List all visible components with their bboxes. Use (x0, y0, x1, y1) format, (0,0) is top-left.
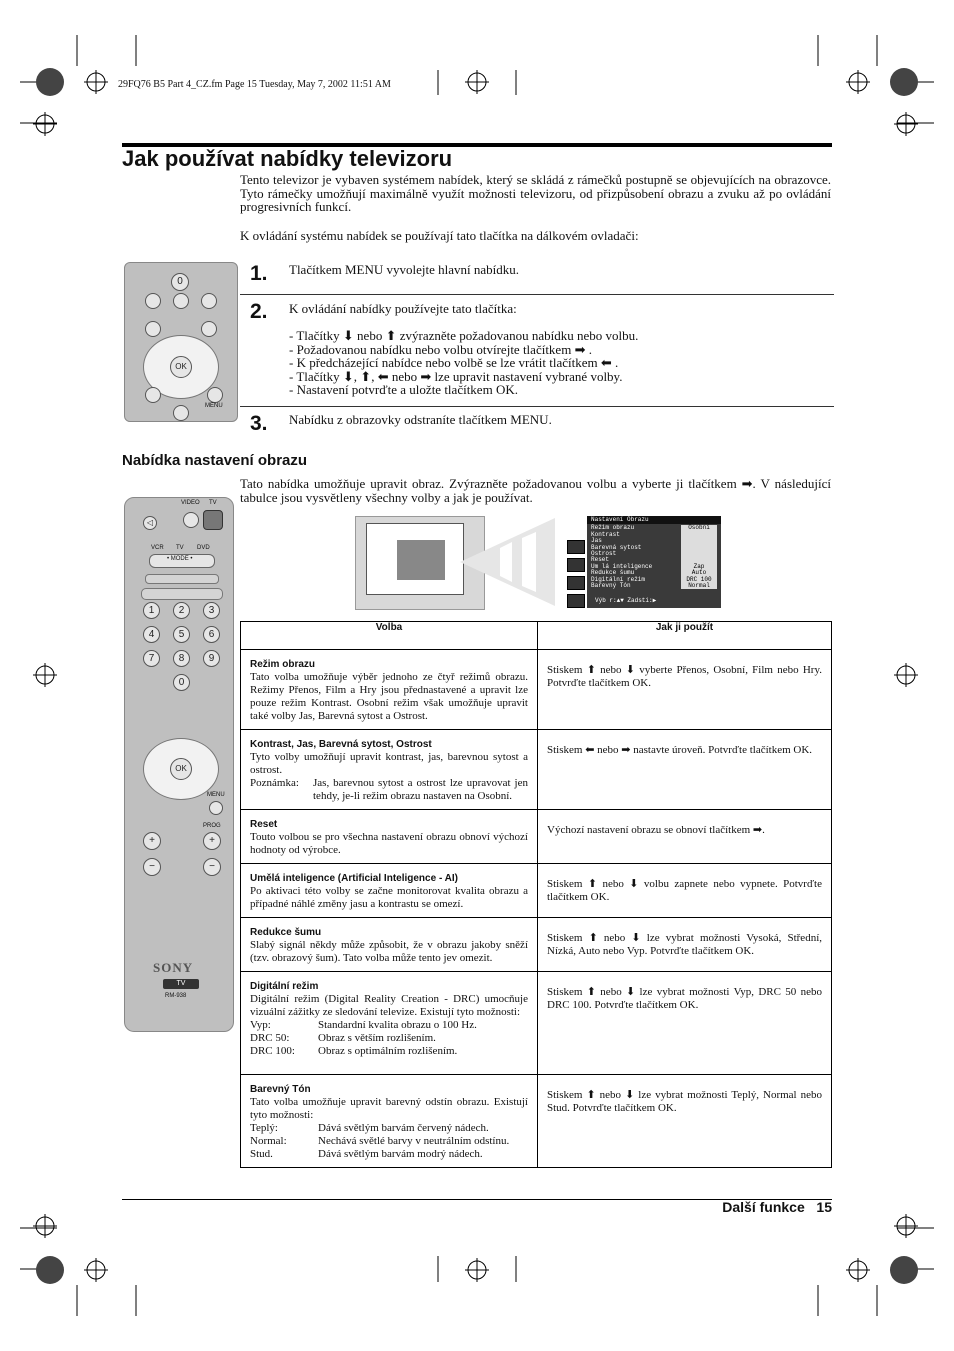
choice-value: Obraz s větším rozlišením. (318, 1032, 436, 1044)
option-title: Barevný Tón (250, 1084, 311, 1095)
option-title: Umělá inteligence (Artificial Inteligence - AI) (250, 873, 459, 884)
usage-text: Stiskem ⬆ nebo ⬇ lze vybrat možnosti Vysoká, Střední, Nízká, Auto nebo Vyp. Potvrďte tlačítkem OK. (547, 932, 822, 957)
round-button (145, 321, 161, 337)
tv-badge: TV (163, 979, 199, 989)
sony-logo: SONY (153, 960, 194, 975)
usage-text: Stiskem ⬆ nebo ⬇ volbu zapnete nebo vypnete. Potvrďte tlačítkem OK. (547, 878, 822, 903)
step-divider (240, 406, 834, 407)
tv-menu-footer: Výb r:▲▼ Zadsti:▶ (595, 596, 657, 604)
option-choice (250, 1148, 528, 1161)
option-title: Režim obrazu (250, 659, 316, 670)
option-cell (241, 972, 538, 1075)
volume-down-button: − (143, 858, 161, 876)
choice-value: Obraz s optimálním rozlišením. (318, 1045, 458, 1057)
menu-icons-column (565, 540, 587, 606)
option-cell-content (241, 1075, 537, 1167)
option-cell (241, 730, 538, 810)
option-cell (241, 918, 538, 972)
tv-menu-row-label: Jas (591, 537, 602, 545)
usage-cell (538, 972, 832, 1075)
options-table (240, 621, 832, 1168)
round-button (173, 293, 189, 309)
column-header-option: Volba (241, 622, 538, 650)
digit-button: 8 (173, 650, 190, 667)
table-row (241, 730, 832, 810)
video-power-button (183, 512, 199, 528)
option-title: Digitální režim (250, 981, 319, 992)
tv-screen-menu-thumbnail (397, 540, 445, 580)
tv-menu-row (591, 583, 717, 589)
option-description: Digitální režim (Digital Reality Creation - DRC) umocňuje vizuální zážitky ze sledování televize. Existují tyto možnosti: (250, 993, 528, 1018)
table-row (241, 864, 832, 918)
option-cell-content (241, 810, 537, 863)
option-cell (241, 1075, 538, 1168)
menu-button (209, 801, 223, 815)
intro-controls: K ovládání systému nabídek se používají tato tlačítka na dálkovém ovladači: (240, 228, 639, 243)
sound-menu-icon (567, 558, 585, 572)
tv-menu-row-value: Osobní (681, 525, 717, 531)
step-2-line: - Nastavení potvrďte a uložte tlačítkem OK. (289, 382, 518, 397)
usage-text: Stiskem ⬆ nebo ⬇ lze vybrat možnosti Vyp, DRC 50 nebo DRC 100. Potvrďte tlačítkem OK. (547, 986, 822, 1011)
zoom-rays-icon (460, 518, 555, 606)
tv-menu-row-label: Kontrast (591, 530, 620, 538)
column-header-usage: Jak ji použít (538, 622, 832, 650)
step-2-text: K ovládání nabídky používejte tato tlačítka: (289, 301, 517, 316)
dvd-label: DVD (197, 545, 210, 551)
step-2-line: - K předcházející nabídce nebo volbě se lze vrátit tlačítkem ⬅ . (289, 355, 619, 370)
tv-menu-row-value: DRC 100 (681, 577, 717, 583)
step-2-line: - Požadovanou nabídku nebo volbu otvírejte tlačítkem ➡ . (289, 341, 592, 357)
choice-value: Nechává světlé barvy v neutrálním odstínu. (318, 1135, 510, 1147)
tv-menu-screen (587, 516, 721, 608)
mute-icon: ◁ (143, 516, 157, 530)
choice-value: Dává světlým barvám červený nádech. (318, 1122, 489, 1134)
tv-label: TV (176, 545, 184, 551)
tv-screen (366, 523, 464, 595)
usage-text: Stiskem ⬆ nebo ⬇ vyberte Přenos, Osobní, Film nebo Hry. Potvrďte tlačítkem OK. (547, 664, 822, 689)
section-intro: Tato nabídka umožňuje upravit obraz. Zvýrazněte požadovanou volbu a vyberte ji tlačítkem ➡. V následující tabulce jsou vysvětleny všechny volby a jak je používat. (240, 476, 831, 505)
table-header-row (241, 622, 832, 650)
zoom-rays (460, 518, 555, 606)
table-row (241, 918, 832, 972)
option-description: Slabý signál někdy může způsobit, že v obrazu jakoby sněží (tzv. obrazový šum). Tato volba může tento jev omezit. (250, 939, 528, 964)
remote-control-small (124, 262, 238, 422)
mode-label: • MODE • (167, 556, 193, 562)
ok-button: OK (170, 356, 192, 378)
table-row (241, 972, 832, 1075)
tv-power-label: TV (209, 500, 217, 506)
option-cell-content (241, 730, 537, 809)
option-description: Touto volbou se pro všechna nastavení obrazu obnoví výchozí hodnoty od výrobce. (250, 831, 528, 856)
program-up-button: + (203, 832, 221, 850)
digit-button: 4 (143, 626, 160, 643)
step-divider (240, 294, 834, 295)
round-button (145, 293, 161, 309)
usage-cell (538, 864, 832, 918)
tv-menu-row-label: Ostrost (591, 550, 617, 558)
tv-power-button (203, 510, 223, 530)
choice-key: Stud. (250, 1148, 273, 1160)
file-header: 29FQ76 B5 Part 4_CZ.fm Page 15 Tuesday, May 7, 2002 11:51 AM (118, 79, 391, 90)
usage-cell (538, 810, 832, 864)
tv-menu-title: Nastavení Obrazu (587, 516, 721, 524)
digit-button: 1 (143, 602, 160, 619)
tv-menu-row-label: Barevný Tón (591, 582, 631, 590)
tv-menu-row-label: Um lá inteligence (591, 562, 653, 570)
step-2-line: - Tlačítky ⬇, ⬆, ⬅ nebo ➡ lze upravit nastavení vybrané volby. (289, 368, 623, 384)
digit-button: 6 (203, 626, 220, 643)
menu-label: MENU (207, 792, 225, 798)
digit-button: 5 (173, 626, 190, 643)
option-cell (241, 650, 538, 730)
choice-value: Dává světlým barvám modrý nádech. (318, 1148, 483, 1160)
page-title: Jak používat nabídky televizoru (122, 146, 453, 171)
round-button (201, 321, 217, 337)
remote-control-large (124, 497, 234, 1032)
note-label: Poznámka: (250, 777, 299, 789)
option-description: Tyto volby umožňují upravit kontrast, jas, barevnou sytost a ostrost. (250, 751, 528, 776)
option-cell (241, 810, 538, 864)
prog-label: PROG (203, 823, 221, 829)
usage-cell (538, 918, 832, 972)
page-footer (700, 1199, 832, 1215)
round-button (201, 293, 217, 309)
footer-section: Další funkce (722, 1199, 805, 1215)
model-label: RM-938 (165, 993, 187, 999)
option-description: Po aktivaci této volby se začne monitorovat kvalita obrazu a případné náhlé změny jasu a kontrastu se omezí. (250, 885, 528, 910)
note-text: Jas, barevnou sytost a ostrost lze upravovat jen tehdy, je-li režim obrazu nastaven na Osobní. (313, 777, 528, 802)
volume-up-button: + (143, 832, 161, 850)
program-down-button: − (203, 858, 221, 876)
option-cell-content (241, 650, 537, 729)
step-2-number: 2. (250, 300, 268, 323)
option-choice (250, 1032, 528, 1045)
digit-button: 2 (173, 602, 190, 619)
option-choice (250, 1135, 528, 1148)
option-cell-content (241, 864, 537, 917)
page-number: 15 (816, 1199, 832, 1215)
option-note (250, 777, 528, 803)
digit-button: 9 (203, 650, 220, 667)
digit-button: 0 (173, 674, 190, 691)
digit-zero-button: 0 (171, 273, 189, 291)
step-1-text: Tlačítkem MENU vyvolejte hlavní nabídku. (289, 262, 519, 277)
tv-menu-row-value: Normal (681, 583, 717, 589)
step-1-number: 1. (250, 262, 268, 285)
tv-menu-rows (587, 524, 721, 590)
usage-text: Výchozí nastavení obrazu se obnoví tlačítkem ➡. (547, 824, 765, 836)
tv-menu-row-value: Auto (681, 570, 717, 576)
choice-value: Standardní kvalita obrazu o 100 Hz. (318, 1019, 477, 1031)
tv-menu-row-value: Zap (681, 564, 717, 570)
step-2-line: - Tlačítky ⬇ nebo ⬆ zvýrazněte požadovanou nabídku nebo volbu. (289, 328, 639, 343)
setup-menu-icon (567, 594, 585, 608)
choice-key: DRC 100: (250, 1045, 295, 1057)
ok-button: OK (170, 758, 192, 780)
tv-menu-row-label: Redukce šumu (591, 569, 635, 577)
function-button-row (141, 588, 223, 600)
usage-cell (538, 730, 832, 810)
table-row (241, 650, 832, 730)
option-cell (241, 864, 538, 918)
features-menu-icon (567, 576, 585, 590)
video-label: VIDEO (181, 500, 200, 506)
option-description: Tato volba umožňuje výběr jednoho ze čtyř režimů obrazu. Režimy Přenos, Film a Hry jsou přednastavené a upravit lze pouze režim Kontrast. Osobní režim však umožňuje upravit také volby Jas, Barevná sytost a Ostrost. (250, 671, 528, 722)
picture-menu-icon (567, 540, 585, 554)
choice-key: DRC 50: (250, 1032, 290, 1044)
option-choice (250, 1019, 528, 1032)
round-button (145, 387, 161, 403)
section-heading: Nabídka nastavení obrazu (122, 452, 308, 469)
tv-menu-row-label: Barevná sytost (591, 543, 642, 551)
tv-menu-row-label: Digitální režim (591, 575, 646, 583)
option-title: Kontrast, Jas, Barevná sytost, Ostrost (250, 739, 432, 750)
option-choice (250, 1122, 528, 1135)
color-button-row (145, 574, 219, 584)
tv-menu-row-label: Reset (591, 556, 610, 564)
table-row (241, 810, 832, 864)
menu-button (207, 387, 223, 403)
option-description: Tato volba umožňuje upravit barevný odstín obrazu. Existují tyto možnosti: (250, 1096, 528, 1121)
table-row (241, 1075, 832, 1168)
option-title: Redukce šumu (250, 927, 322, 938)
choice-key: Normal: (250, 1135, 287, 1147)
choice-key: Teplý: (250, 1122, 278, 1134)
usage-cell (538, 1075, 832, 1168)
digit-button: 7 (143, 650, 160, 667)
usage-text: Stiskem ⬅ nebo ➡ nastavte úroveň. Potvrďte tlačítkem OK. (547, 744, 813, 756)
option-cell-content (241, 918, 537, 971)
option-title: Reset (250, 819, 278, 830)
digit-button: 3 (203, 602, 220, 619)
step-3-text: Nabídku z obrazovky odstraníte tlačítkem MENU. (289, 412, 552, 427)
usage-text: Stiskem ⬆ nebo ⬇ lze vybrat možnosti Teplý, Normal nebo Stud. Potvrďte tlačítkem OK. (547, 1089, 822, 1114)
step-2-list (289, 329, 829, 397)
usage-cell (538, 650, 832, 730)
round-button (173, 405, 189, 421)
option-cell-content (241, 972, 537, 1064)
step-3-number: 3. (250, 412, 268, 435)
vcr-label: VCR (151, 545, 164, 551)
intro-paragraph: Tento televizor je vybaven systémem nabídek, který se skládá z rámečků postupně se objevujících na obrazovce. Tyto rámečky umožňují maximálně využít možnosti televizoru, od přizpůsobení obrazu a zvuku až po ovládání progresivních funkcí. (240, 172, 831, 214)
tv-menu-row-label: Režim obrazu (591, 524, 635, 532)
option-choice (250, 1045, 528, 1058)
choice-key: Vyp: (250, 1019, 271, 1031)
menu-label: MENU (205, 403, 223, 409)
